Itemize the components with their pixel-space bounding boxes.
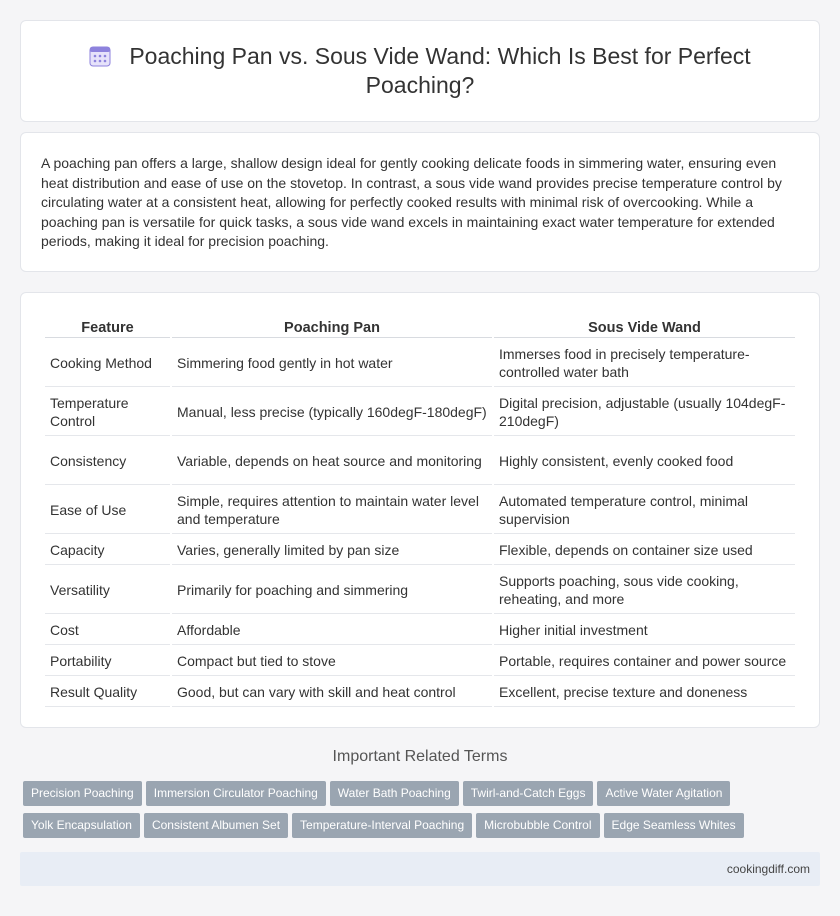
poaching-pan-cell: Compact but tied to stove (172, 647, 492, 676)
term-tag[interactable]: Yolk Encapsulation (23, 813, 140, 838)
sous-vide-cell: Excellent, precise texture and doneness (494, 678, 795, 707)
poaching-pan-cell: Affordable (172, 616, 492, 645)
table-row (45, 678, 795, 707)
term-tag[interactable]: Twirl-and-Catch Eggs (463, 781, 594, 806)
feature-cell: Portability (45, 647, 170, 676)
table-row (45, 647, 795, 676)
feature-cell: Ease of Use (45, 487, 170, 534)
title-card (20, 20, 820, 122)
table-row (45, 438, 795, 485)
sous-vide-cell: Highly consistent, evenly cooked food (494, 438, 795, 485)
calendar-icon (89, 45, 111, 67)
sous-vide-cell: Digital precision, adjustable (usually 104degF-210degF) (494, 389, 795, 436)
comparison-table (43, 316, 797, 709)
poaching-pan-cell: Variable, depends on heat source and monitoring (172, 438, 492, 485)
sous-vide-cell: Portable, requires container and power source (494, 647, 795, 676)
table-header-row (45, 318, 795, 338)
term-tag[interactable]: Microbubble Control (476, 813, 599, 838)
sous-vide-cell: Automated temperature control, minimal supervision (494, 487, 795, 534)
header-sous-vide-wand: Sous Vide Wand (494, 318, 795, 338)
feature-cell: Consistency (45, 438, 170, 485)
sous-vide-cell: Immerses food in precisely temperature-controlled water bath (494, 340, 795, 387)
summary-card (20, 132, 820, 272)
feature-cell: Cooking Method (45, 340, 170, 387)
feature-cell: Temperature Control (45, 389, 170, 436)
header-poaching-pan: Poaching Pan (172, 318, 492, 338)
poaching-pan-cell: Good, but can vary with skill and heat control (172, 678, 492, 707)
poaching-pan-cell: Simmering food gently in hot water (172, 340, 492, 387)
comparison-card (20, 292, 820, 728)
sous-vide-cell: Higher initial investment (494, 616, 795, 645)
table-row (45, 616, 795, 645)
header-feature: Feature (45, 318, 170, 338)
term-tag[interactable]: Water Bath Poaching (330, 781, 459, 806)
table-row (45, 567, 795, 614)
term-tag[interactable]: Consistent Albumen Set (144, 813, 288, 838)
poaching-pan-cell: Primarily for poaching and simmering (172, 567, 492, 614)
related-terms-title: Important Related Terms (332, 748, 508, 765)
poaching-pan-cell: Manual, less precise (typically 160degF-180degF) (172, 389, 492, 436)
summary-text: A poaching pan offers a large, shallow design ideal for gently cooking delicate foods in simmering water, ensuring even heat distribution and ease of use on the stovetop. In contrast, a sous vide wand provides precise temperature control by circulating water at a consistent heat, allowing for perfectly cooked results with minimal risk of overcooking. While a poaching pan is versatile for quick tasks, a sous vide wand excels in maintaining exact water temperature for extended periods, making it ideal for precision poaching. (41, 155, 782, 249)
poaching-pan-cell: Varies, generally limited by pan size (172, 536, 492, 565)
term-tag[interactable]: Active Water Agitation (597, 781, 730, 806)
related-terms-list (23, 781, 823, 845)
feature-cell: Capacity (45, 536, 170, 565)
table-row (45, 340, 795, 387)
footer-site[interactable]: cookingdiff.com (726, 862, 810, 876)
term-tag[interactable]: Temperature-Interval Poaching (292, 813, 472, 838)
feature-cell: Result Quality (45, 678, 170, 707)
poaching-pan-cell: Simple, requires attention to maintain water level and temperature (172, 487, 492, 534)
term-tag[interactable]: Precision Poaching (23, 781, 142, 806)
feature-cell: Cost (45, 616, 170, 645)
table-row (45, 389, 795, 436)
table-row (45, 536, 795, 565)
term-tag[interactable]: Edge Seamless Whites (604, 813, 744, 838)
table-row (45, 487, 795, 534)
sous-vide-cell: Flexible, depends on container size used (494, 536, 795, 565)
term-tag[interactable]: Immersion Circulator Poaching (146, 781, 326, 806)
sous-vide-cell: Supports poaching, sous vide cooking, reheating, and more (494, 567, 795, 614)
feature-cell: Versatility (45, 567, 170, 614)
page-title: Poaching Pan vs. Sous Vide Wand: Which Is Best for Perfect Poaching? (129, 43, 751, 98)
footer (20, 852, 820, 886)
